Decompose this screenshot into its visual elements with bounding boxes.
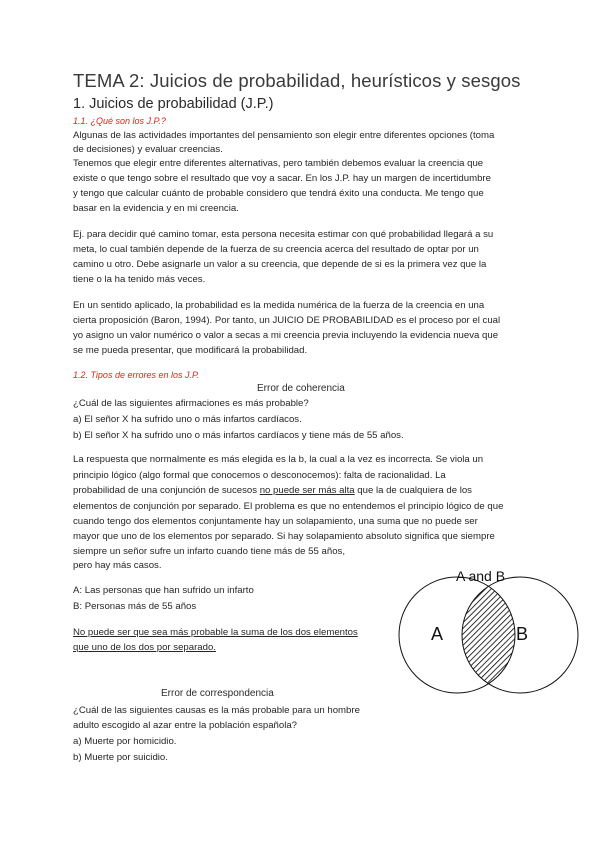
label-a-and-b: A and B: [456, 568, 506, 584]
page-title: TEMA 2: Juicios de probabilidad, heurísticos y sesgos: [73, 70, 521, 91]
text-line: yo asigno un valor numérico o valor a secas a mi creencia previa incluyendo la evidencia nueva que: [73, 330, 499, 341]
text-line: probabilidad de una conjunción de sucesos no puede ser más alta que la de cualquiera de los: [73, 485, 472, 496]
subsection-heading: 1.1. ¿Qué son los J.P.?: [73, 116, 166, 126]
note-line: que uno de los dos por separado.: [73, 642, 216, 653]
text-line: siempre un señor sufre un infarto cuando tiene más de 55 años,: [73, 546, 345, 557]
error-heading: Error de correspondencia: [161, 688, 274, 699]
text-line: meta, lo cual también depende de la fuerza de su creencia acerca del resultado de optar por un: [73, 244, 479, 255]
venn-diagram: [395, 560, 585, 700]
question-line: ¿Cuál de las siguientes afirmaciones es más probable?: [73, 398, 309, 409]
text-line: camino u otro. Debe asignarle un valor a su creencia, que depende de si es la primera vez que la: [73, 259, 487, 270]
text-line: basar en la evidencia y en mi creencia.: [73, 203, 239, 214]
text-line: cuando tengo dos elementos conjuntamente hay un solapamiento, una suma que no puede ser: [73, 516, 478, 527]
option-line: a) Muerte por homicidio.: [73, 736, 177, 747]
question-line: adulto escogido al azar entre la población española?: [73, 720, 298, 731]
text-line: Tenemos que elegir entre diferentes alternativas, pero también debemos evaluar la creencia que: [73, 158, 484, 169]
text-line: se me pueda presentar, que modificará la probabilidad.: [73, 345, 308, 356]
text-line: mayor que uno de los elementos por separado. Si hay solapamiento absoluto significa que siempre: [73, 531, 495, 542]
option-line: b) Muerte por suicidio.: [73, 752, 168, 763]
legend-line: B: Personas más de 55 años: [73, 601, 197, 612]
legend-line: A: Las personas que han sufrido un infarto: [73, 585, 254, 596]
text-line: de decisiones) y evaluar creencias.: [73, 144, 223, 155]
option-line: b) El señor X ha sufrido uno o más infartos cardíacos y tiene más de 55 años.: [73, 430, 404, 441]
text-line: Ej. para decidir qué camino tomar, esta persona necesita estimar con qué probabilidad llegará a su: [73, 229, 494, 240]
text-line: La respuesta que normalmente es más elegida es la b, la cual a la vez es incorrecta. Se viola un: [73, 454, 484, 465]
subsection-heading: 1.2. Tipos de errores en los J.P.: [73, 370, 200, 380]
error-heading: Error de coherencia: [257, 383, 345, 394]
text-line: elementos de conjunción por separado. El problema es que no entendemos el principio lógico de que: [73, 501, 504, 512]
text-line: En un sentido aplicado, la probabilidad es la medida numérica de la fuerza de la creencia en una: [73, 300, 485, 311]
option-line: a) El señor X ha sufrido uno o más infartos cardíacos.: [73, 414, 302, 425]
text-line: existe o que tengo sobre el resultado que voy a sacar. En los J.P. hay un margen de incertidumbre: [73, 173, 491, 184]
question-line: ¿Cuál de las siguientes causas es la más probable para un hombre: [73, 705, 360, 716]
text-line: Algunas de las actividades importantes del pensamiento son elegir entre diferentes opciones (toma: [73, 130, 495, 141]
underlined-phrase: no puede ser más alta: [259, 485, 355, 496]
note-line: No puede ser que sea más probable la suma de los dos elementos: [73, 627, 358, 638]
text-line: pero hay más casos.: [73, 560, 162, 571]
label-a: A: [431, 624, 444, 644]
section-heading: 1. Juicios de probabilidad (J.P.): [73, 96, 274, 112]
text-line: principio lógico (algo formal que conocemos o desconocemos): falta de racionalidad. La: [73, 470, 446, 481]
label-b: B: [516, 624, 529, 644]
text-line: cierta proposición (Baron, 1994). Por tanto, un JUICIO DE PROBABILIDAD es el proceso por el cual: [73, 315, 501, 326]
text-line: y tengo que calcular cuánto de probable considero que tendrá éxito una conducta. Me tengo que: [73, 188, 484, 199]
text-line: tiene o la ha tenido más veces.: [73, 274, 206, 285]
